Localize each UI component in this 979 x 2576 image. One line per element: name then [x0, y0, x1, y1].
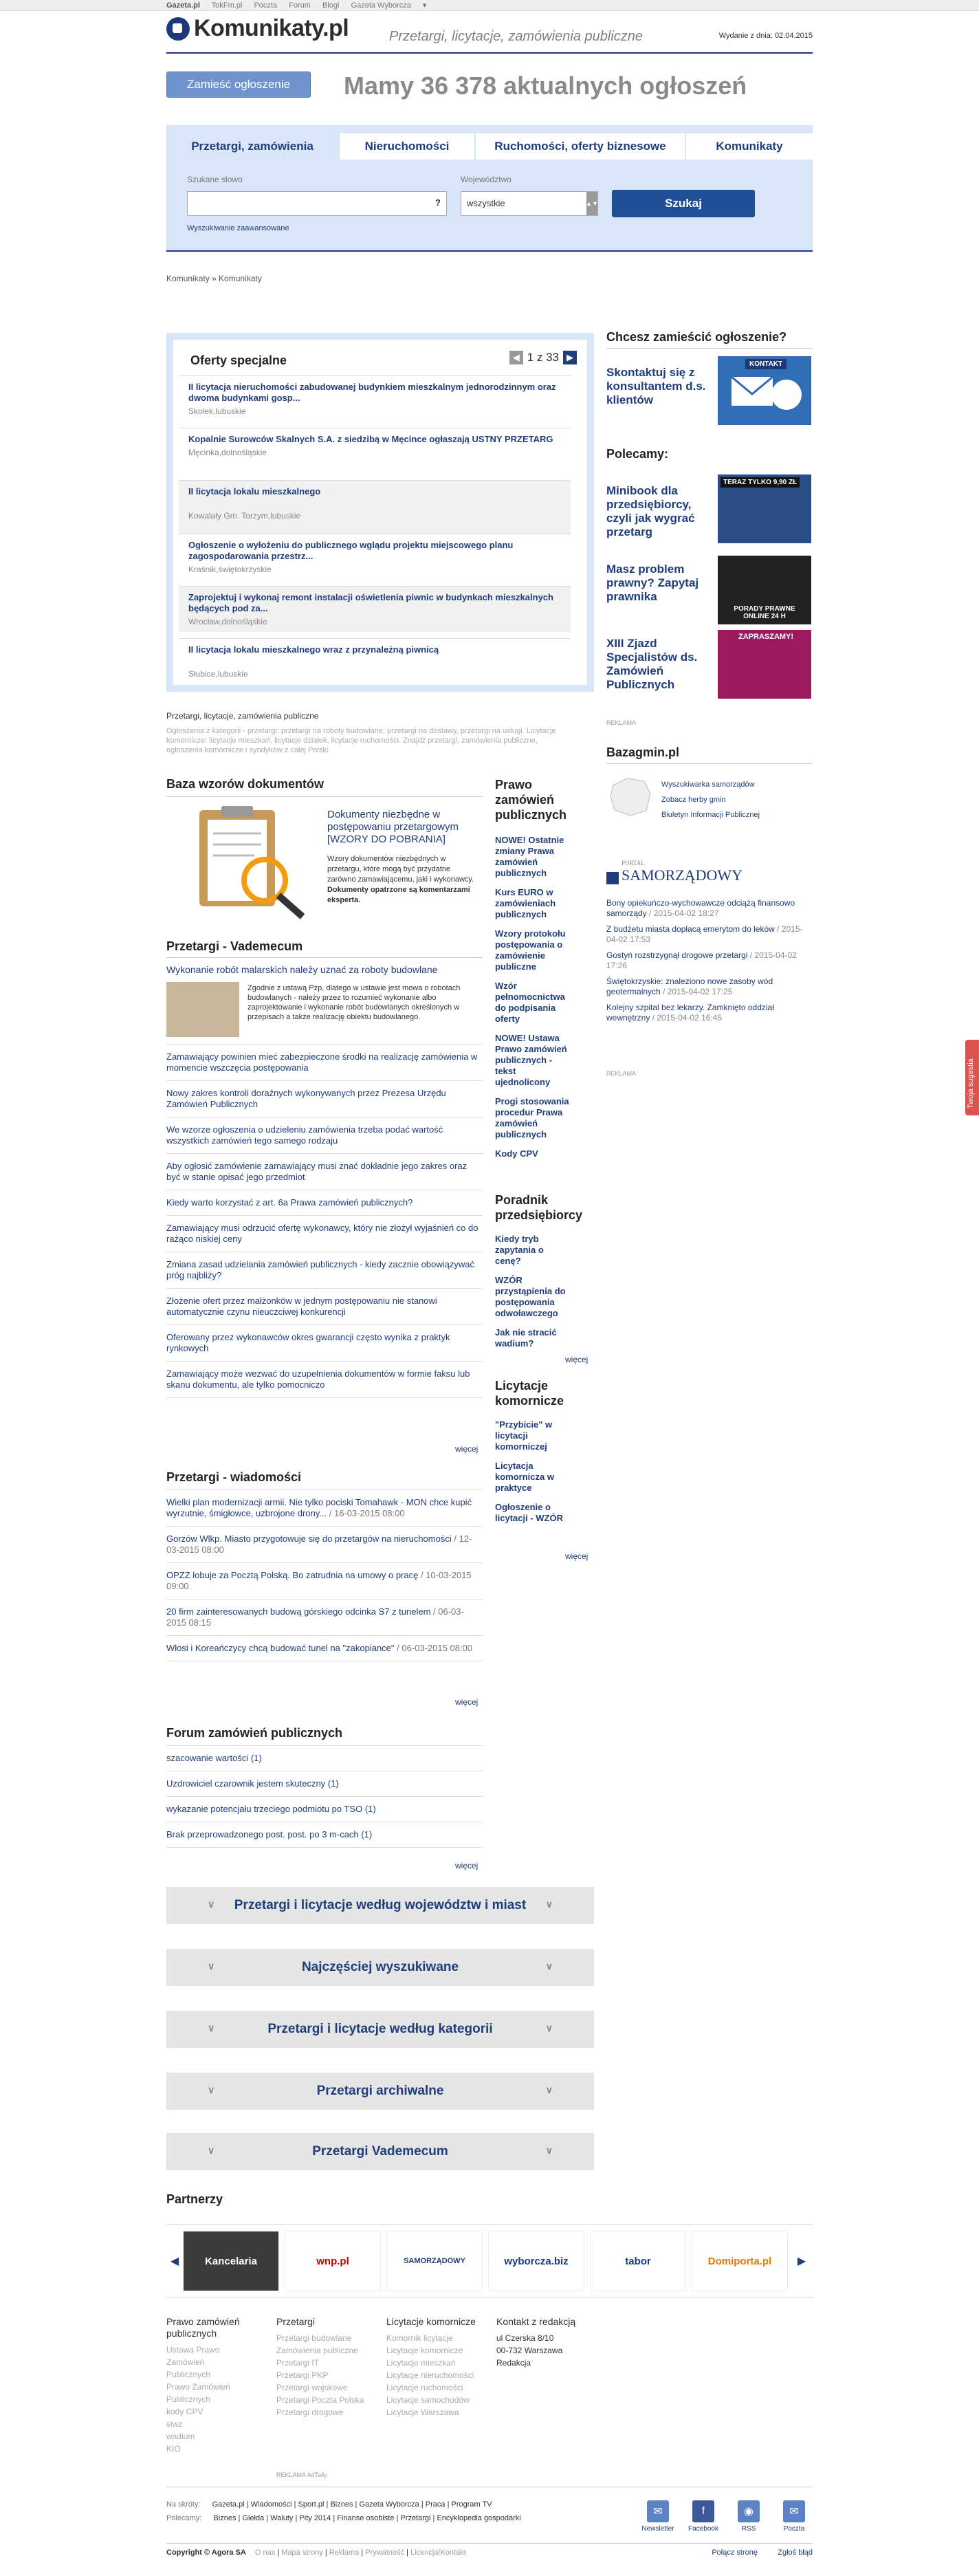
recommended-link[interactable]: Pity 2014 [299, 2514, 331, 2522]
accordion-popular[interactable] [166, 1949, 594, 1986]
bailiff-link[interactable]: "Przybicie" w licytacji komorniczej [495, 1419, 553, 1452]
site-logo[interactable] [166, 15, 349, 42]
footer-link[interactable]: Ustawa Prawo Zamówień Publicznych [166, 2345, 220, 2379]
promo-badge: ZAPRASZAMY! [738, 633, 794, 641]
guide-link[interactable]: WZÓR przystąpienia do postępowania odwoławczego [495, 1275, 566, 1318]
special-offer[interactable] [179, 375, 571, 422]
divider [606, 348, 813, 349]
news-item-title[interactable]: Wielki plan modernizacji armii. Nie tylko pociski Tomahawk - MON chce kupić wyrzutnie, śmigłowce, uzbrojone drony... [166, 1497, 472, 1518]
forum-item-count: (1) [327, 1778, 339, 1789]
list-item[interactable]: Zamawiający musi odrzucić ofertę wykonawcy, który nie złożył wyjaśnień co do rażąco niskiej ceny [166, 1216, 483, 1252]
mail-button[interactable] [777, 2500, 811, 2536]
listings-counter: Mamy 36 378 aktualnych ogłoszeń [344, 72, 747, 100]
shortcut-link[interactable]: Praca [425, 2500, 446, 2509]
footer-link[interactable]: Przetargi drogowe [276, 2408, 344, 2417]
portal-news-date: / 2015-04-02 17:53 [606, 924, 803, 944]
forum-item[interactable] [166, 1822, 483, 1848]
list-item[interactable]: Zamawiający powinien mieć zabezpieczone środki na realizację zamówienia w momencie wszczęcia postępowania [166, 1045, 483, 1081]
footer-link[interactable]: Prawo Zamówień Publicznych [166, 2382, 230, 2404]
bazagmin-link[interactable]: Wyszukiwarka samorządów [661, 781, 755, 789]
portal-news-title[interactable]: Z budżetu miasta dopłacą emerytom do leków [606, 924, 775, 934]
shortcuts-label: Na skróty: [166, 2500, 201, 2509]
law-list [495, 835, 571, 1168]
footer-link[interactable]: Przetargi budowlane [276, 2333, 352, 2343]
news-item-title[interactable]: Gorzów Wlkp. Miasto przygotowuje się do przetargów na nieruchomości [166, 1533, 454, 1544]
footer-col-title: Kontakt z redakcją [496, 2316, 576, 2327]
portal-logo-text [622, 860, 742, 884]
accordion-regions[interactable] [166, 1887, 594, 1924]
forum-item-count: (1) [250, 1753, 262, 1763]
promo-badge: TERAZ TYLKO 9,90 ZŁ [720, 477, 800, 488]
partner-logo[interactable]: tabor [590, 2231, 686, 2291]
partner-logo[interactable]: Domiporta.pl [692, 2231, 788, 2291]
promo-congress[interactable] [606, 630, 813, 699]
accordion-archive[interactable] [166, 2073, 594, 2110]
keyword-input[interactable] [187, 191, 447, 216]
forum-title: Forum zamówień publicznych [166, 1726, 343, 1740]
guide-title: Poradnik przedsiębiorcy [495, 1193, 583, 1222]
docs-lead-link[interactable]: Dokumenty niezbędne w postępowaniu przetargowym [WZORY DO POBRANIA] [327, 809, 459, 845]
portal-news-item[interactable] [606, 976, 813, 997]
page-indicator: 1 z 33 [527, 351, 559, 364]
footer-link[interactable]: Przetargi Poczta Polska [276, 2395, 364, 2405]
news-item[interactable] [166, 1563, 483, 1600]
chevron-down-icon: ∨ [208, 1961, 215, 1972]
top-bar [0, 0, 979, 11]
portal-news-title[interactable]: Świętokrzyskie: znaleziono nowe zasoby wód geotermalnych [606, 976, 773, 996]
bailiff-link[interactable]: Ogłoszenie o licytacji - WZÓR [495, 1502, 563, 1523]
promo-text[interactable]: XIII Zjazd Specjalistów ds. Zamówień Publicznych [606, 637, 698, 691]
portal-news-date: / 2015-04-02 18:27 [649, 908, 719, 918]
special-offers-box [166, 333, 594, 692]
forum-item-title[interactable]: Brak przeprowadzonego post. post. po 3 m-cach [166, 1829, 359, 1840]
offer-place: Kowalały Gm. Torzym,lubuskie [188, 511, 301, 521]
ad-label: REKLAMA [606, 719, 637, 726]
guide-link[interactable]: Kiedy tryb zapytania o cenę? [495, 1234, 544, 1266]
prev-arrow-icon[interactable]: ◀ [170, 2256, 179, 2267]
forum-item-title[interactable]: Uzdrowiciel czarownik jestem skuteczny [166, 1778, 326, 1789]
recommended-link[interactable]: Encyklopedia gospodarki [437, 2514, 521, 2522]
chevron-down-icon: ∨ [545, 1899, 553, 1910]
news-item[interactable] [166, 1600, 483, 1636]
portal-news-item[interactable] [606, 898, 813, 919]
portal-news-date: / 2015-04-02 17:26 [606, 950, 797, 970]
law-link[interactable]: Kody CPV [495, 1148, 538, 1159]
footer-link[interactable]: Licytacje nieruchomości [386, 2370, 474, 2380]
add-listing-button[interactable]: Zamieść ogłoszenie [166, 72, 311, 98]
news-item[interactable] [166, 1490, 483, 1527]
logo-icon [166, 17, 190, 41]
law-link[interactable]: Wzory protokołu postępowania o zamówienie publiczne [495, 928, 566, 972]
top-link[interactable]: Gazeta.pl [166, 1, 200, 10]
recommended-label: Polecamy: [166, 2514, 202, 2522]
shortcut-link[interactable]: Program TV [451, 2500, 492, 2509]
footer-contact-line: 00-732 Warszawa [496, 2346, 563, 2355]
recommended-title: Polecamy: [606, 447, 669, 461]
portal-news-title[interactable]: Kolejny szpital bez lekarzy. Zamknięto oddział wewnętrzny [606, 1003, 774, 1023]
accordion-label: Przetargi archiwalne [316, 2084, 444, 2098]
social-label: Facebook [688, 2525, 718, 2533]
partner-logo[interactable]: wnp.pl [285, 2231, 381, 2291]
divider [166, 957, 483, 958]
forum-item-title[interactable]: szacowanie wartości [166, 1753, 249, 1763]
top-link[interactable]: Poczta [254, 1, 278, 10]
footer-link[interactable]: Redakcja [496, 2358, 531, 2368]
newsletter-icon: ✉ [647, 2500, 669, 2522]
social-label: RSS [741, 2525, 756, 2533]
next-arrow-icon[interactable]: ▶ [563, 351, 577, 364]
accordion-categories[interactable] [166, 2011, 594, 2048]
shortcut-link[interactable]: Wiadomości [250, 2500, 292, 2509]
law-title: Prawo zamówień publicznych [495, 778, 567, 822]
help-icon[interactable]: ? [435, 197, 441, 208]
mail-icon: ✉ [783, 2500, 805, 2522]
bailiff-link[interactable]: Licytacja komornicza w praktyce [495, 1461, 554, 1493]
special-offers-title: Oferty specjalne [190, 353, 287, 367]
footer-contact-line: ul Czerska 8/10 [496, 2333, 554, 2343]
portal-news-date: / 2015-04-02 16:45 [652, 1013, 723, 1023]
bailiff-more-link[interactable]: więcej [565, 1551, 588, 1561]
footer-link[interactable]: Przetargi PKP [276, 2370, 329, 2380]
footer-link[interactable]: Zamówienia publiczne [276, 2346, 358, 2355]
newsletter-button[interactable] [641, 2500, 675, 2536]
divider [606, 763, 813, 764]
region-value: wszystkie [467, 198, 505, 208]
chevron-down-icon: ∨ [208, 1899, 215, 1910]
guide-link[interactable]: Jak nie stracić wadium? [495, 1327, 557, 1349]
search-panel [166, 160, 813, 252]
recommended-link[interactable]: Przetargi [400, 2514, 431, 2522]
offer-title[interactable]: Kopalnie Surowców Skalnych S.A. z siedzibą w Męcince ogłaszają USTNY PRZETARG [188, 434, 553, 444]
category-tabs [166, 125, 813, 160]
offer-place: Słubice,lubuskie [188, 669, 248, 679]
vademecum-lead-body: Zgodnie z ustawą Pzp, dlatego w ustawie jest mowa o robotach budowlanych - należy przez to rozumieć wykonanie albo zaprojektowanie i wykonanie robót budowlanych określonych w przepisach a także realizację obiektu budowlanego. [248, 984, 461, 1021]
ad-label: REKLAMA [606, 1070, 637, 1077]
tab-nieruchomosci[interactable]: Nieruchomości [340, 133, 474, 160]
news-item-title[interactable]: OPZZ lobuje za Pocztą Polską. Bo zatrudnia na umowy o pracę [166, 1570, 421, 1580]
portal-news-item[interactable] [606, 1003, 813, 1023]
partners-title: Partnerzy [166, 2192, 223, 2206]
forum-item[interactable] [166, 1771, 483, 1797]
news-list [166, 1489, 483, 1661]
chevron-down-icon: ▲▼ [586, 192, 597, 215]
docs-body-text: Wzory dokumentów niezbędnych w przetargu, które mogą być przydatne zarówno zamawiającemu, jaki i wykonawcy. [327, 855, 474, 884]
tab-ruchomosci[interactable]: Ruchomości, oferty biznesowe [476, 133, 685, 160]
recommended-link[interactable]: Giełda [242, 2514, 265, 2522]
docs-title: Baza wzorów dokumentów [166, 777, 324, 791]
promo-lawyer[interactable] [606, 556, 813, 624]
next-arrow-icon[interactable]: ▶ [797, 2256, 806, 2267]
header-divider [166, 52, 813, 54]
special-offer[interactable] [179, 586, 571, 632]
portal-news-item[interactable] [606, 924, 813, 945]
list-item[interactable]: Oferowany przez wykonawców okres gwarancji często wynika z praktyk rynkowych [166, 1325, 483, 1362]
offer-title[interactable]: II licytacja nieruchomości zabudowanej budynkiem mieszkalnym jednorodzinnym oraz dwoma budynkami gosp... [188, 382, 556, 403]
facebook-icon: f [692, 2500, 714, 2522]
forum-item[interactable] [166, 1797, 483, 1822]
news-item-title[interactable]: 20 firm zainteresowanych budową górskiego odcinka S7 z tunelem [166, 1606, 434, 1617]
partners-carousel [166, 2224, 813, 2298]
news-item-title[interactable]: Włosi i Koreańczycy chcą budować tunel na "zakopiance" [166, 1643, 397, 1653]
portal-samorzadowy-logo[interactable] [606, 860, 742, 884]
news-item-date: / 16-03-2015 08:00 [329, 1508, 405, 1518]
site-tagline: Przetargi, licytacje, zamówienia publiczne [389, 29, 644, 44]
special-pager [509, 351, 577, 364]
portal-news-date: / 2015-04-02 17:25 [663, 987, 733, 996]
footer-link[interactable]: siwz [166, 2419, 183, 2429]
law-link[interactable]: Wzór pełnomocnictwa do podpisania oferty [495, 981, 565, 1024]
shortcut-link[interactable]: Gazeta Wyborcza [359, 2500, 419, 2509]
footer-link[interactable]: Licytacje samochodów [386, 2395, 470, 2405]
more-arrow-icon[interactable]: ▾ [422, 1, 427, 10]
partner-logo[interactable]: SAMORZĄDOWY [386, 2231, 483, 2291]
recommended-link[interactable]: Biznes [213, 2514, 236, 2522]
prev-arrow-icon[interactable]: ◀ [509, 351, 523, 364]
top-link[interactable]: TokFm.pl [211, 1, 243, 10]
rss-icon: ◉ [738, 2500, 760, 2522]
forum-item-count: (1) [361, 1829, 373, 1840]
list-item[interactable]: Nowy zakres kontroli doraźnych wykonywanych przez Prezesa Urzędu Zamówień Publicznych [166, 1081, 483, 1117]
vademecum-lead-link[interactable]: Wykonanie robót malarskich należy uznać za roboty budowlane [166, 964, 438, 975]
portal-logo-name: SAMORZĄDOWY [622, 866, 742, 884]
envelope-phone-icon [718, 356, 811, 425]
bailiff-list [495, 1419, 571, 1532]
list-item[interactable]: Zmiana zasad udzielania zamówień publicznych - kiedy zacznie obowiązywać próg najbliży? [166, 1252, 483, 1289]
social-label: Newsletter [641, 2525, 674, 2533]
news-item-date: / 06-03-2015 08:00 [397, 1643, 472, 1653]
news-more-link[interactable]: więcej [455, 1697, 478, 1707]
footer-link[interactable]: kody CPV [166, 2407, 204, 2416]
footer-col-title: Licytacje komornicze [386, 2316, 476, 2327]
bottom-link[interactable]: Licencja/Kontakt [410, 2548, 466, 2557]
portal-logo-icon [606, 872, 619, 884]
news-item-date: / 12-03-2015 08:00 [166, 1533, 472, 1555]
chevron-down-icon: ∨ [208, 2145, 215, 2156]
recommended-link[interactable]: Finanse osobiste [337, 2514, 395, 2522]
footer-link[interactable]: Licytacje komornicze [386, 2346, 463, 2355]
portal-news-title[interactable]: Bony opiekuńczo-wychowawcze odciążą finansowo samorządy [606, 898, 795, 918]
chevron-down-icon: ∨ [545, 1961, 553, 1972]
vademecum-title: Przetargi - Vademecum [166, 939, 303, 953]
bazagmin-link[interactable]: Biuletyn Informacji Publicznej [661, 811, 760, 819]
bazagmin-links [661, 777, 760, 822]
promo-image [718, 630, 811, 699]
breadcrumb[interactable]: Komunikaty » Komunikaty [166, 274, 262, 283]
top-link[interactable]: Forum [289, 1, 311, 10]
guide-more-link[interactable]: więcej [565, 1355, 588, 1364]
forum-list [166, 1745, 483, 1848]
offer-title[interactable]: Zaprojektuj i wykonaj remont instalacji oświetlenia piwnic w budynkach mieszkalnych będących pod za... [188, 592, 553, 613]
add-listing-title: Chcesz zamieścić ogłoszenie? [606, 330, 787, 344]
top-link[interactable]: Gazeta Wyborcza [351, 1, 411, 10]
footer-link[interactable]: Licytacje mieszkań [386, 2358, 456, 2368]
copyright-row: Copyright © Agora SA O nas | Mapa strony | Reklama | Prywatność | Licencja/Kontakt Połącz stronę Zgłoś błąd [166, 2548, 813, 2557]
social-label: Poczta [783, 2525, 805, 2533]
recommended-row: Polecamy: Biznes | Giełda | Waluty | Pity 2014 | Finanse osobiste | Przetargi | Encyklopedia gospodarki [166, 2514, 521, 2522]
forum-item-count: (1) [364, 1804, 376, 1814]
news-item-date: / 06-03-2015 08:15 [166, 1606, 464, 1628]
footer-link[interactable]: wadium [166, 2432, 195, 2441]
offer-title[interactable]: II licytacja lokalu mieszkalnego wraz z przynależną piwnicą [188, 644, 439, 655]
offer-place: Kraśnik,świętokrzyskie [188, 565, 272, 574]
docs-body [327, 854, 478, 906]
footer-col-tenders [276, 2316, 373, 2419]
list-item[interactable]: Złożenie ofert przez małżonków w jednym postępowaniu nie stanowi automatycznie czynu nieuczciwej konkurencji [166, 1289, 483, 1325]
law-link[interactable]: NOWE! Ostatnie zmiany Prawa zamówień publicznych [495, 835, 564, 878]
bazagmin-title: Bazagmin.pl [606, 745, 680, 759]
news-title: Przetargi - wiadomości [166, 1470, 302, 1484]
portal-news-item[interactable] [606, 950, 813, 971]
issue-date: Wydanie z dnia: 02.04.2015 [718, 32, 813, 40]
promo-image [718, 474, 811, 543]
search-button[interactable]: Szukaj [612, 190, 755, 217]
region-select[interactable] [461, 191, 598, 216]
tab-komunikaty[interactable]: Komunikaty [686, 133, 813, 160]
guide-list [495, 1234, 571, 1357]
chevron-down-icon: ∨ [208, 2022, 215, 2033]
report-error-link[interactable]: Zgłoś błąd [778, 2548, 813, 2557]
accordion-label: Najczęściej wyszukiwane [301, 1960, 459, 1974]
shortcut-link[interactable]: Sport.pl [298, 2500, 324, 2509]
promo-minibook[interactable] [606, 474, 813, 543]
bottom-link[interactable]: Mapa strony [281, 2548, 323, 2557]
forum-item[interactable] [166, 1746, 483, 1771]
bottom-link[interactable]: Reklama [329, 2548, 360, 2557]
contact-badge: KONTAKT [745, 359, 786, 369]
vademecum-more-link[interactable]: więcej [455, 1444, 478, 1454]
recommended-link[interactable]: Waluty [270, 2514, 294, 2522]
law-link[interactable]: NOWE! Ustawa Prawo zamówień publicznych - tekst ujednolicony [495, 1033, 567, 1087]
footer-link[interactable]: Komornik licytacje [386, 2333, 453, 2343]
partner-logo[interactable]: Kancelaria [183, 2231, 279, 2291]
logo-text: Komunikaty.pl [194, 15, 349, 41]
list-item[interactable]: Aby ogłosić zamówienie zamawiający musi znać dokładnie jego zakres oraz być w stanie opisać jego przedmiot [166, 1154, 483, 1190]
footer-link[interactable]: Przetargi IT [276, 2358, 320, 2368]
footer-col-title: Prawo zamówień publicznych [166, 2316, 240, 2339]
footer-link[interactable]: KIO [166, 2444, 181, 2454]
copyright: Copyright © Agora SA [166, 2548, 246, 2557]
contact-promo[interactable] [606, 356, 813, 425]
top-links [166, 1, 436, 10]
forum-item-title[interactable]: wykazanie potencjału trzeciego podmiotu po TSO [166, 1804, 363, 1814]
promo-badge: PORADY PRAWNE ONLINE 24 H [734, 605, 795, 620]
docs-body-bold: Dokumenty opatrzone są komentarzami eksperta. [327, 886, 470, 904]
chevron-down-icon: ∨ [545, 2084, 553, 2095]
vademecum-list [166, 1044, 483, 1398]
footer-col-bailiff [386, 2316, 490, 2419]
worker-photo [166, 982, 239, 1037]
ad-label: REKLAMA AdTaily [276, 2471, 327, 2478]
forum-more-link[interactable]: więcej [455, 1861, 478, 1870]
bottom-link[interactable]: O nas [254, 2548, 276, 2557]
news-item-date: / 10-03-2015 09:00 [166, 1570, 472, 1591]
offer-place: Męcinka,dolnośląskie [188, 448, 267, 457]
bottom-link[interactable]: Prywatność [365, 2548, 405, 2557]
rss-button[interactable] [732, 2500, 766, 2536]
category-description: Ogłoszenia z kategorii - przetargi: przetargi na roboty budowlane, przetargi na dostawy, przetargi na usługi. Licytacje komornicze: licytacje mieszkań, licytacje działek, licytacje ruchomości. Znajdź przetargi, zamówienia publiczne, ogłoszenia komornicze i syndyków z całej Polski. [166, 727, 556, 754]
footer-col-law [166, 2316, 249, 2455]
special-offer[interactable] [179, 638, 571, 684]
accordion-vademecum[interactable] [166, 2133, 594, 2170]
shortcut-link[interactable]: Biznes [330, 2500, 353, 2509]
link-page-link[interactable]: Połącz stronę [712, 2548, 758, 2557]
keyword-label: Szukane słowo [187, 175, 243, 184]
accordion-label: Przetargi i licytacje według kategorii [267, 2022, 493, 2036]
portal-logo-prefix: PORTAL [622, 860, 645, 866]
law-link[interactable]: Kurs EURO w zamówieniach publicznych [495, 887, 556, 919]
portal-news-title[interactable]: Gostyń rozstrzygnął drogowe przetargi [606, 950, 748, 960]
accordion-label: Przetargi Vademecum [312, 2144, 448, 2159]
news-item[interactable] [166, 1636, 483, 1661]
chevron-down-icon: ∨ [545, 2022, 553, 2033]
offer-title[interactable]: II licytacja lokalu mieszkalnego [188, 486, 321, 496]
divider [166, 796, 483, 797]
footer-link[interactable]: Licytacje Warszawa [386, 2408, 459, 2417]
footer-col-title: Przetargi [276, 2316, 316, 2327]
tab-przetargi[interactable]: Przetargi, zamówienia [166, 133, 338, 160]
region-label: Województwo [461, 175, 512, 184]
law-link[interactable]: Progi stosowania procedur Prawa zamówień publicznych [495, 1096, 569, 1139]
footer-link[interactable]: Licytacje ruchomości [386, 2383, 463, 2392]
bailiff-title: Licytacje komornicze [495, 1379, 564, 1408]
clipboard-icon [172, 803, 316, 920]
offer-place: Skołek,lubuskie [188, 406, 246, 416]
promo-text[interactable]: Minibook dla przedsiębiorcy, czyli jak wygrać przetarg [606, 484, 695, 538]
partner-logo[interactable]: wyborcza.biz [488, 2231, 584, 2291]
chevron-down-icon: ∨ [545, 2145, 553, 2156]
category-description-title: Przetargi, licytacje, zamówienia publiczne [166, 711, 319, 721]
offer-place: Wrocław,dolnośląskie [188, 617, 267, 626]
advanced-search-link[interactable]: Wyszukiwanie zaawansowane [187, 224, 289, 232]
accordion-label: Przetargi i licytacje według województw i miast [234, 1898, 527, 1912]
divider [166, 2543, 813, 2544]
portal-news-list [606, 898, 813, 1029]
feedback-label: Twoja sugestia [967, 1058, 975, 1109]
footer-link[interactable]: Przetargi wojskowe [276, 2383, 348, 2392]
chevron-down-icon: ∨ [208, 2084, 215, 2095]
top-link[interactable]: Blogi [322, 1, 340, 10]
shortcuts-row: Na skróty: Gazeta.pl | Wiadomości | Sport.pl | Biznes | Gazeta Wyborcza | Praca | Program TV [166, 2500, 492, 2509]
special-offer[interactable] [179, 428, 571, 463]
special-offer[interactable] [179, 480, 571, 534]
news-item[interactable] [166, 1527, 483, 1563]
poland-map-icon [606, 773, 654, 821]
contact-promo-text[interactable]: Skontaktuj się z konsultantem d.s. klientów [606, 366, 706, 406]
promo-text[interactable]: Masz problem prawny? Zapytaj prawnika [606, 563, 699, 603]
offer-title[interactable]: Ogłoszenie o wyłożeniu do publicznego wglądu projektu miejscowego planu zagospodarowania przestrz... [188, 540, 514, 561]
bazagmin-link[interactable]: Zobacz herby gmin [661, 796, 726, 804]
list-item[interactable]: Kiedy warto korzystać z art. 6a Prawa zamówień publicznych? [166, 1190, 483, 1216]
list-item[interactable]: We wzorze ogłoszenia o udzieleniu zamówienia trzeba podać wartość wszystkich zamówień tego samego rodzaju [166, 1117, 483, 1154]
list-item[interactable]: Zamawiający może wezwać do uzupełnienia dokumentów w formie faksu lub skanu dokumentu, ale tylko pomocniczo [166, 1362, 483, 1398]
promo-image [718, 556, 811, 624]
footer-col-contact [496, 2316, 600, 2369]
special-offer[interactable] [179, 534, 571, 580]
facebook-button[interactable] [686, 2500, 720, 2536]
shortcut-link[interactable]: Gazeta.pl [212, 2500, 245, 2509]
feedback-tab[interactable] [965, 1040, 979, 1115]
